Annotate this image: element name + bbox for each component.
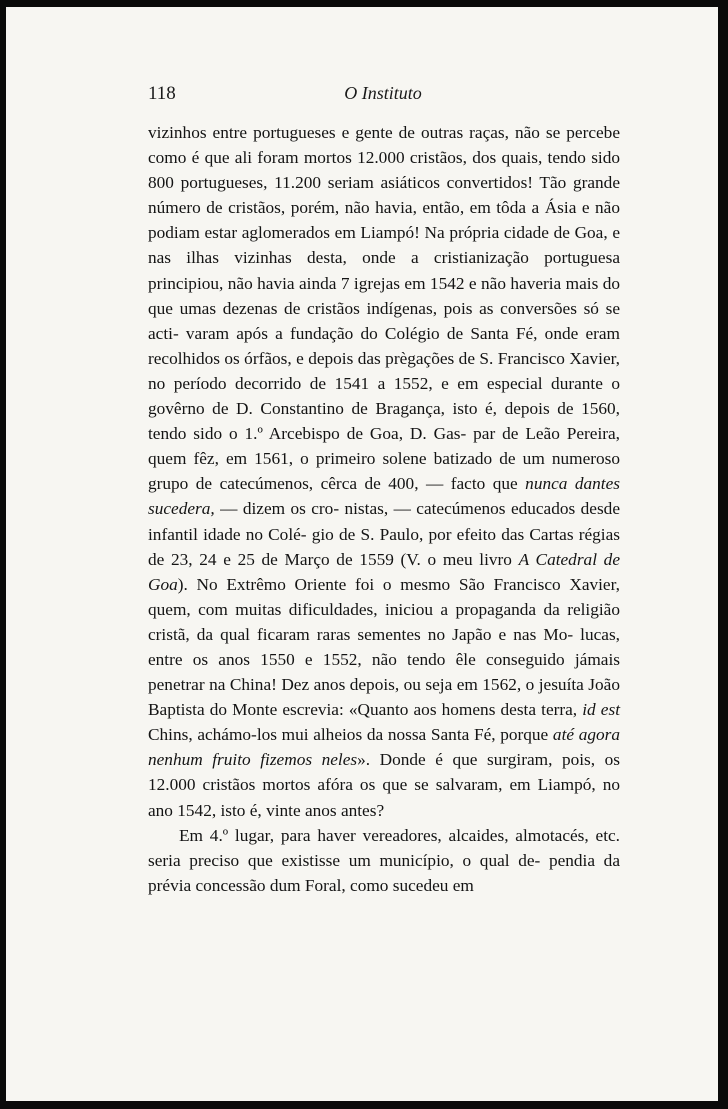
p1-text-1: vizinhos entre portugueses e gente de outras raças, não se percebe como é que ali foram mortos 12.000 cristãos, dos quais, tendo sido 800 portugueses, 11.200 seriam asiáticos convertidos! Tão grande número de cristãos, porém, não havia, então, em tôda a Ásia e não podiam estar aglomerados em Liampó! Na própria cidade de Goa, e nas ilhas vizinhas desta, onde a cristianização portuguesa principiou, não havia ainda 7 igrejas em 1542 e não haveria mais do que umas dezenas de cristãos indígenas, pois as conversões só se acti- varam após a fundação do Colégio de Santa Fé, onde eram recolhidos os órfãos, e depois das prègações de S. Francisco Xavier, no período decorrido de 1541 a 1552, e em especial durante o govêrno de D. Constantino de Bragança, isto é, depois de 1560, tendo sido o 1.º Arcebispo de Goa, D. Gas- par de Leão Pereira, quem fêz, em 1561, o primeiro solene batizado de um numeroso grupo de catecúmenos, cêrca de 400, — facto que [148,123,620,494]
p1-text-2: — dizem os cro- nistas, — catecúmenos educados desde infantil idade no Colé- gio de S. Paulo, por efeito das Cartas régias de 23, 24 e 25 de Março de 1559 (V. o meu livro [148,499,620,569]
body-text [148,120,620,898]
paragraph-1 [148,120,620,823]
p1-text-4: Chins, achámo-los mui alheios da nossa Santa Fé, porque [148,725,549,745]
p1-italic-1: nunca dantes sucedera, [148,474,620,519]
p1-text-3: ). No Extrêmo Oriente foi o mesmo São Francisco Xavier, quem, com muitas dificuldades, iniciou a propaganda da religião cristã, da qual ficaram raras sementes no Japão e nas Mo- lucas, entre os anos 1550 e 1552, não tendo êle conseguido jámais penetrar na China! Dez anos depois, ou seja em 1562, o jesuíta João Baptista do Monte escrevia: «Quanto aos homens desta terra, [148,574,620,720]
p1-text-5: ». Donde é que surgiram, pois, os 12.000 cristãos mortos afóra os que se salvaram, em Liampó, no ano 1542, isto é, vinte anos antes? [148,750,620,820]
running-title: O Instituto [344,83,422,103]
p1-italic-3: id est [582,700,620,720]
p1-italic-4: até agora nenhum fruito fizemos neles [148,725,620,770]
p1-italic-2: A Catedral de Goa [148,549,620,594]
book-page [6,7,718,1101]
page-number: 118 [148,83,176,104]
paragraph-2: Em 4.º lugar, para haver vereadores, alcaides, almotacés, etc. seria preciso que existisse um município, o qual de- pendia da prévia concessão dum Foral, como sucedeu em [148,825,620,895]
running-head [148,83,618,107]
